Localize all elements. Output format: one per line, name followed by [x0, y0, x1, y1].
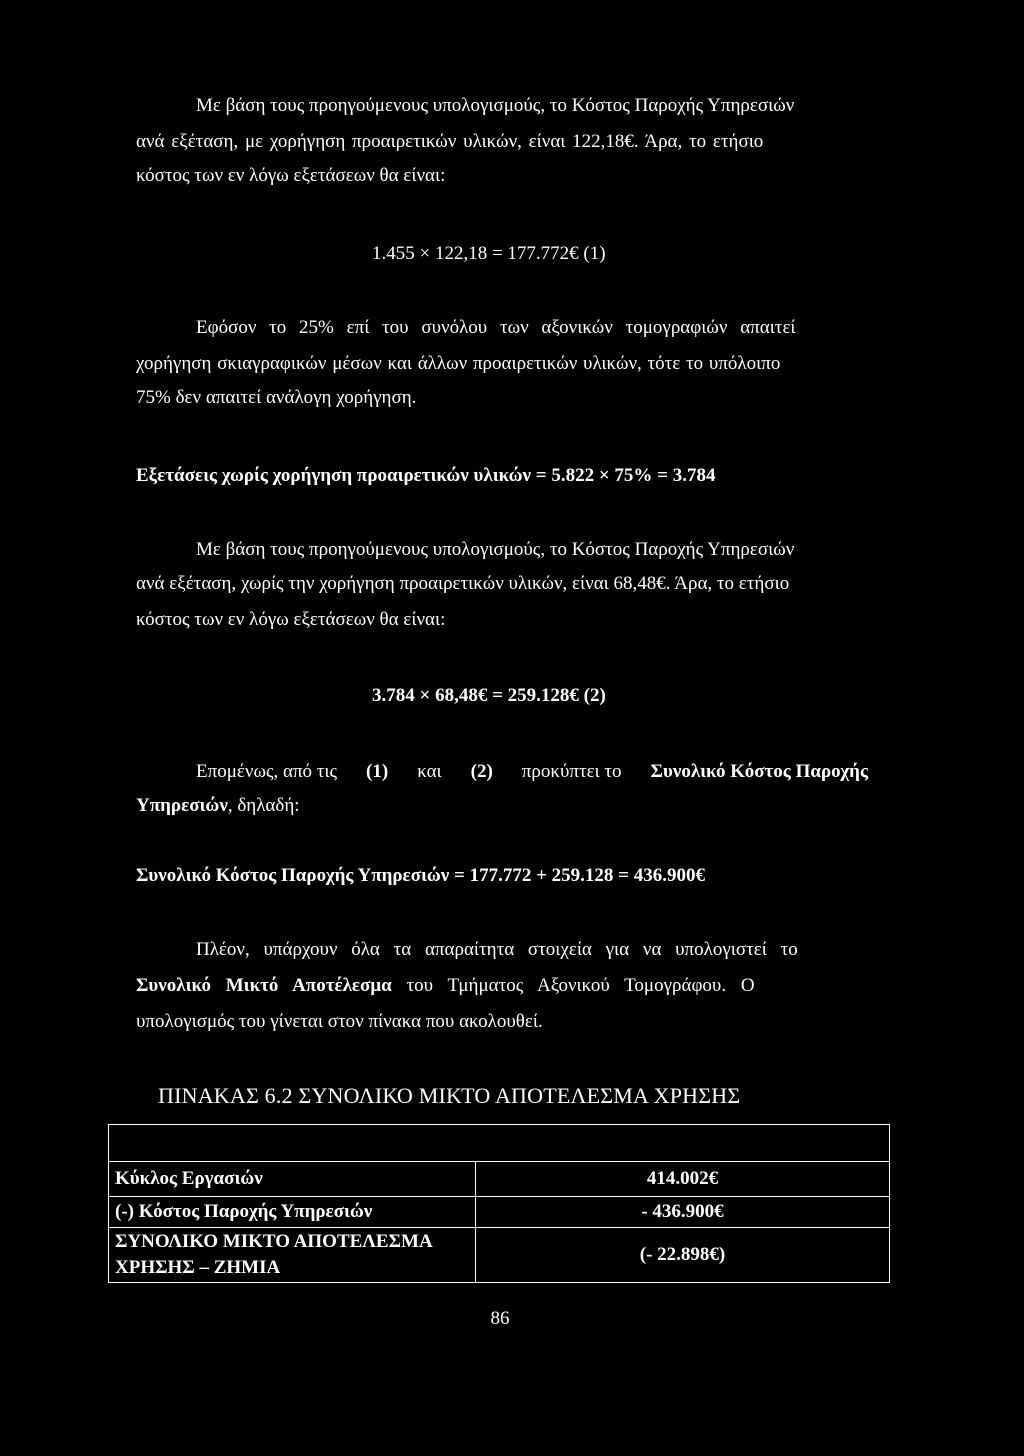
table-cell-value: - 436.900€	[476, 1197, 890, 1228]
paragraph-1-line-1: Με βάση τους προηγούμενους υπολογισμούς, το Κόστος Παροχής Υπηρεσιών	[196, 95, 795, 116]
paragraph-1-line-3: κόστος των εν λόγω εξετάσεων θα είναι:	[136, 165, 446, 186]
paragraph-5-line-1	[196, 938, 868, 962]
table-cell-value: 414.002€	[476, 1162, 890, 1197]
table-cell-label: Κύκλος Εργασιών	[109, 1162, 476, 1197]
table-cell-value: (- 22.898€)	[476, 1228, 890, 1283]
table-empty-header	[109, 1125, 890, 1162]
paragraph-3-line-2: ανά εξέταση, χωρίς την χορήγηση προαιρετικών υλικών, είναι 68,48€. Άρα, το ετήσιο	[136, 573, 790, 594]
equation-3: 3.784 × 68,48€ = 259.128€ (2)	[372, 685, 606, 706]
paragraph-4-text-e: προκύπτει το	[521, 761, 622, 782]
paragraph-3-line-3: κόστος των εν λόγω εξετάσεων θα είναι:	[136, 609, 446, 630]
paragraph-2-line-1-text: Εφόσον το 25% επί του συνόλου των αξονικών τομογραφιών απαιτεί	[196, 317, 796, 338]
paragraph-4-text-a: Επομένως, από τις	[196, 761, 338, 782]
page-number: 86	[490, 1308, 510, 1329]
paragraph-4-term: Συνολικό Κόστος Παροχής	[650, 761, 868, 782]
paragraph-3-line-1: Με βάση τους προηγούμενους υπολογισμούς, το Κόστος Παροχής Υπηρεσιών	[196, 539, 795, 560]
paragraph-5-line-1-text: Πλέον, υπάρχουν όλα τα απαραίτητα στοιχεία για να υπολογιστεί το	[196, 939, 798, 960]
paragraph-4-ref-2: (2)	[470, 761, 493, 782]
table-cell-label: ΣΥΝΟΛΙΚΟ ΜΙΚΤΟ ΑΠΟΤΕΛΕΣΜΑ ΧΡΗΣΗΣ – ΖΗΜΙΑ	[109, 1228, 476, 1283]
equation-1: 1.455 × 122,18 = 177.772€ (1)	[372, 243, 606, 264]
paragraph-4-ref-1: (1)	[366, 761, 389, 782]
paragraph-2-line-3: 75% δεν απαιτεί ανάλογη χορήγηση.	[136, 387, 417, 408]
paragraph-4-line-2	[136, 794, 300, 818]
table-row	[109, 1162, 890, 1197]
table-row	[109, 1197, 890, 1228]
table-title: ΠΙΝΑΚΑΣ 6.2 ΣΥΝΟΛΙΚΟ ΜΙΚΤΟ ΑΠΟΤΕΛΕΣΜΑ ΧΡΗΣΗΣ	[158, 1083, 741, 1108]
paragraph-5-text: του Τμήματος Αξονικού Τομογράφου. Ο	[406, 975, 755, 996]
paragraph-5-line-2	[136, 974, 755, 998]
paragraph-4-text-end: , δηλαδή:	[227, 795, 300, 816]
equation-4: Συνολικό Κόστος Παροχής Υπηρεσιών = 177.772 + 259.128 = 436.900€	[136, 865, 706, 886]
paragraph-1-line-2: ανά εξέταση, με χορήγηση προαιρετικών υλικών, είναι 122,18€. Άρα, το ετήσιο	[136, 131, 764, 152]
paragraph-5-term: Συνολικό Μικτό Αποτέλεσμα	[136, 975, 392, 996]
table-cell-label: (-) Κόστος Παροχής Υπηρεσιών	[109, 1197, 476, 1228]
paragraph-5-line-3: υπολογισμός του γίνεται στον πίνακα που ακολουθεί.	[136, 1011, 543, 1032]
paragraph-2-line-1	[196, 316, 868, 340]
equation-2: Εξετάσεις χωρίς χορήγηση προαιρετικών υλικών = 5.822 × 75% = 3.784	[136, 465, 716, 486]
paragraph-4-line-1	[196, 760, 868, 784]
table-header-row	[109, 1125, 890, 1162]
table-row	[109, 1228, 890, 1283]
paragraph-2-line-2: χορήγηση σκιαγραφικών μέσων και άλλων προαιρετικών υλικών, τότε το υπόλοιπο	[136, 353, 781, 374]
paragraph-4-text-c: και	[417, 761, 442, 782]
results-table	[108, 1124, 890, 1283]
paragraph-4-term-end: Υπηρεσιών	[136, 795, 228, 816]
